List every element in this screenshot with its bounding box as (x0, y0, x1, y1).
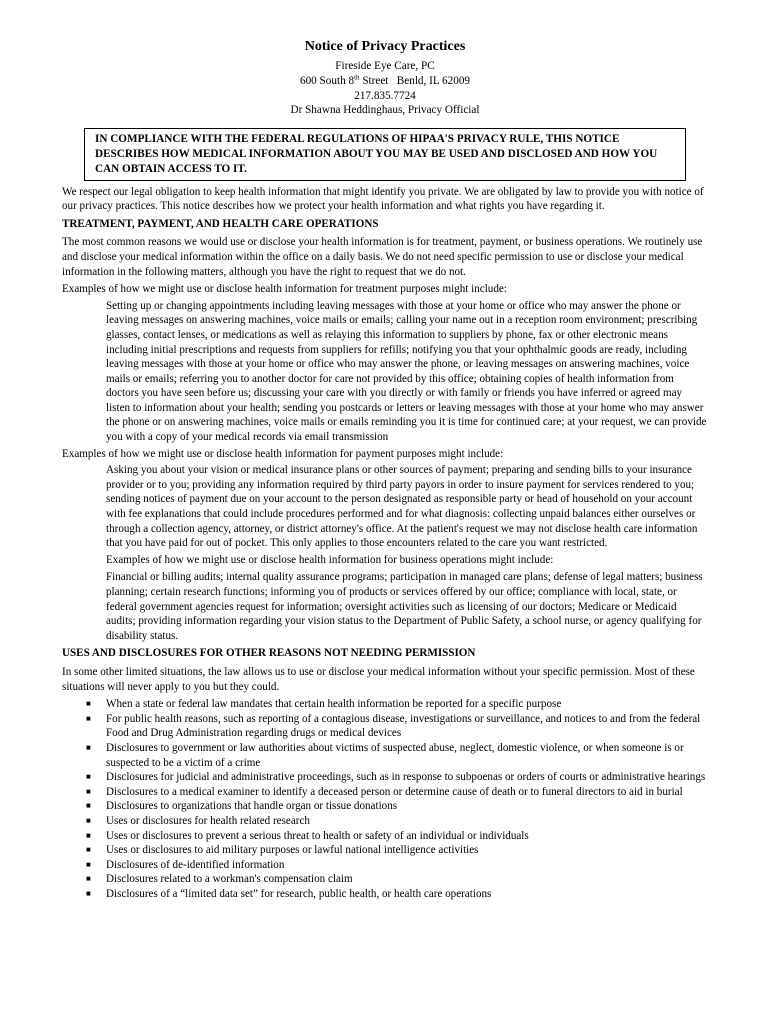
practice-address (62, 74, 708, 89)
list-item: ■ Disclosures to a medical examiner to identify a deceased person or determine cause of death or to funeral directors to aid in burial (86, 785, 683, 798)
compliance-notice-box: IN COMPLIANCE WITH THE FEDERAL REGULATIONS OF HIPAA'S PRIVACY RULE, THIS NOTICE DESCRIBES HOW MEDICAL INFORMATION ABOUT YOU MAY BE USED AND DISCLOSED AND HOW YOU CAN OBTAIN ACCESS TO IT. (84, 128, 686, 180)
payment-examples-intro: Examples of how we might use or disclose health information for payment purposes might include: (62, 447, 504, 460)
uses-heading: USES AND DISCLOSURES FOR OTHER REASONS NOT NEEDING PERMISSION (62, 647, 476, 660)
practice-name: Fireside Eye Care, PC (335, 60, 435, 72)
privacy-official: Dr Shawna Heddinghaus, Privacy Official (290, 104, 480, 117)
disclosure-list (62, 697, 708, 901)
address-city: Street Benld, IL 62009 (359, 74, 471, 87)
list-item: ■ Disclosures to organizations that handle organ or tissue donations (86, 800, 398, 813)
business-examples-intro: Examples of how we might use or disclose health information for business operations might include: (106, 553, 554, 566)
list-item: ■ Disclosures of a “limited data set” for research, public health, or health care operations (86, 887, 492, 900)
bullet-icon: ■ (86, 772, 91, 782)
bullet-icon: ■ (86, 713, 91, 723)
list-item: ■ Uses or disclosures for health related research (86, 814, 310, 827)
address-ordinal: th (354, 73, 360, 82)
treatment-examples-intro: Examples of how we might use or disclose health information for treatment purposes might include: (62, 283, 507, 296)
document-title: Notice of Privacy Practices (304, 39, 466, 54)
list-item: ■ Uses or disclosures to aid military purposes or lawful national intelligence activities (86, 844, 479, 857)
list-item: ■ Disclosures of de-identified information (86, 858, 285, 871)
list-item: ■ Disclosures to government or law authorities about victims of suspected abuse, neglect, domestic violence, or when someone is or suspected to be a victim of a crime (86, 741, 684, 769)
treatment-paragraph: The most common reasons we would use or disclose your health information is for treatment, payment, or business operations. We routinely use and disclose your medical information within the office on a daily basis. We do not need specific permission to use or disclose your medical information in the following matters, although you have the right to request that we do not. (62, 236, 703, 278)
practice-phone: 217.835.7724 (354, 89, 416, 102)
bullet-icon: ■ (86, 815, 91, 825)
bullet-icon: ■ (86, 874, 91, 884)
bullet-icon: ■ (86, 888, 91, 898)
uses-paragraph: In some other limited situations, the law allows us to use or disclose your medical information without your specific permission. Most of these situations will never apply to you but they could. (62, 665, 695, 693)
intro-paragraph: We respect our legal obligation to keep health information that might identify you private. We are obligated by law to provide you with notice of our privacy practices. This notice describes how we protect your health information and what rights you have regarding it. (62, 185, 704, 213)
bullet-icon: ■ (86, 845, 91, 855)
bullet-icon: ■ (86, 742, 91, 752)
bullet-icon: ■ (86, 699, 91, 709)
payment-examples: Asking you about your vision or medical insurance plans or other sources of payment; preparing and sending bills to your insurance provider or to you; providing any information required by third party payors in order to insure payment for services rendered to you; sending notices of payment due on your account to the person designated as responsible party or head of household on your account with fee explanations that could include procedures performed and for what diagnosis: collecting unpaid balances either ourselves or through a collection agency, attorney, or district attorney's office. At the patient's request we may not disclose health care information that you have paid for out of pocket. This only applies to those encounters related to the care you want restricted. (106, 464, 698, 550)
bullet-icon: ■ (86, 786, 91, 796)
bullet-icon: ■ (86, 859, 91, 869)
list-item: ■ For public health reasons, such as reporting of a contagious disease, investigations or surveillance, and notices to and from the federal Food and Drug Administration regarding drugs or medical devices (86, 712, 701, 740)
treatment-examples: Setting up or changing appointments including leaving messages with those at your home or office who may answer the phone or leaving messages on answering machines, voice mails or emails; calling your name out in a reception room environment; prescribing glasses, contact lenses, or medications as well as relaying this information to suppliers by phone, fax or other electronic means including initial prescriptions and requests from suppliers for refills; notifying you that your ophthalmic goods are ready, including leaving messages with those at your home or office who may answer the phone, or leaving messages on answering machines, voice mails or emails; referring you to another doctor for care not provided by this office; obtaining copies of health information from doctors you have seen before us; discussing your care with you directly or with family or friends you have inferred or agreed may listen to information about your health; sending you postcards or letters or leaving messages with those at your home who may answer the phone or on answering machines, voice mails or emails reminding you it is time for continued care; at your request, we can provide you with a copy of your medical records via email transmission (106, 299, 707, 444)
list-item: ■ Disclosures for judicial and administrative proceedings, such as in response to subpoenas or orders of courts or administrative hearings (86, 771, 706, 784)
list-item: ■ Disclosures related to a workman's compensation claim (86, 873, 353, 886)
list-item: ■ When a state or federal law mandates that certain health information be reported for a specific purpose (86, 698, 562, 711)
treatment-heading: TREATMENT, PAYMENT, AND HEALTH CARE OPERATIONS (62, 217, 379, 230)
bullet-icon: ■ (86, 830, 91, 840)
bullet-icon: ■ (86, 801, 91, 811)
business-examples: Financial or billing audits; internal quality assurance programs; participation in managed care plans; defense of legal matters; business planning; certain research functions; informing you of products or services offered by our office; compliance with local, state, or federal government agencies request for information; oversight activities such as licensing of our doctors; Medicare or Medicaid audits; providing information regarding your vision status to the Department of Public Safety, a school nurse, or agency qualifying for disability status. (106, 571, 703, 642)
address-street: 600 South 8 (299, 74, 355, 87)
list-item: ■ Uses or disclosures to prevent a serious threat to health or safety of an individual or individuals (86, 829, 529, 842)
